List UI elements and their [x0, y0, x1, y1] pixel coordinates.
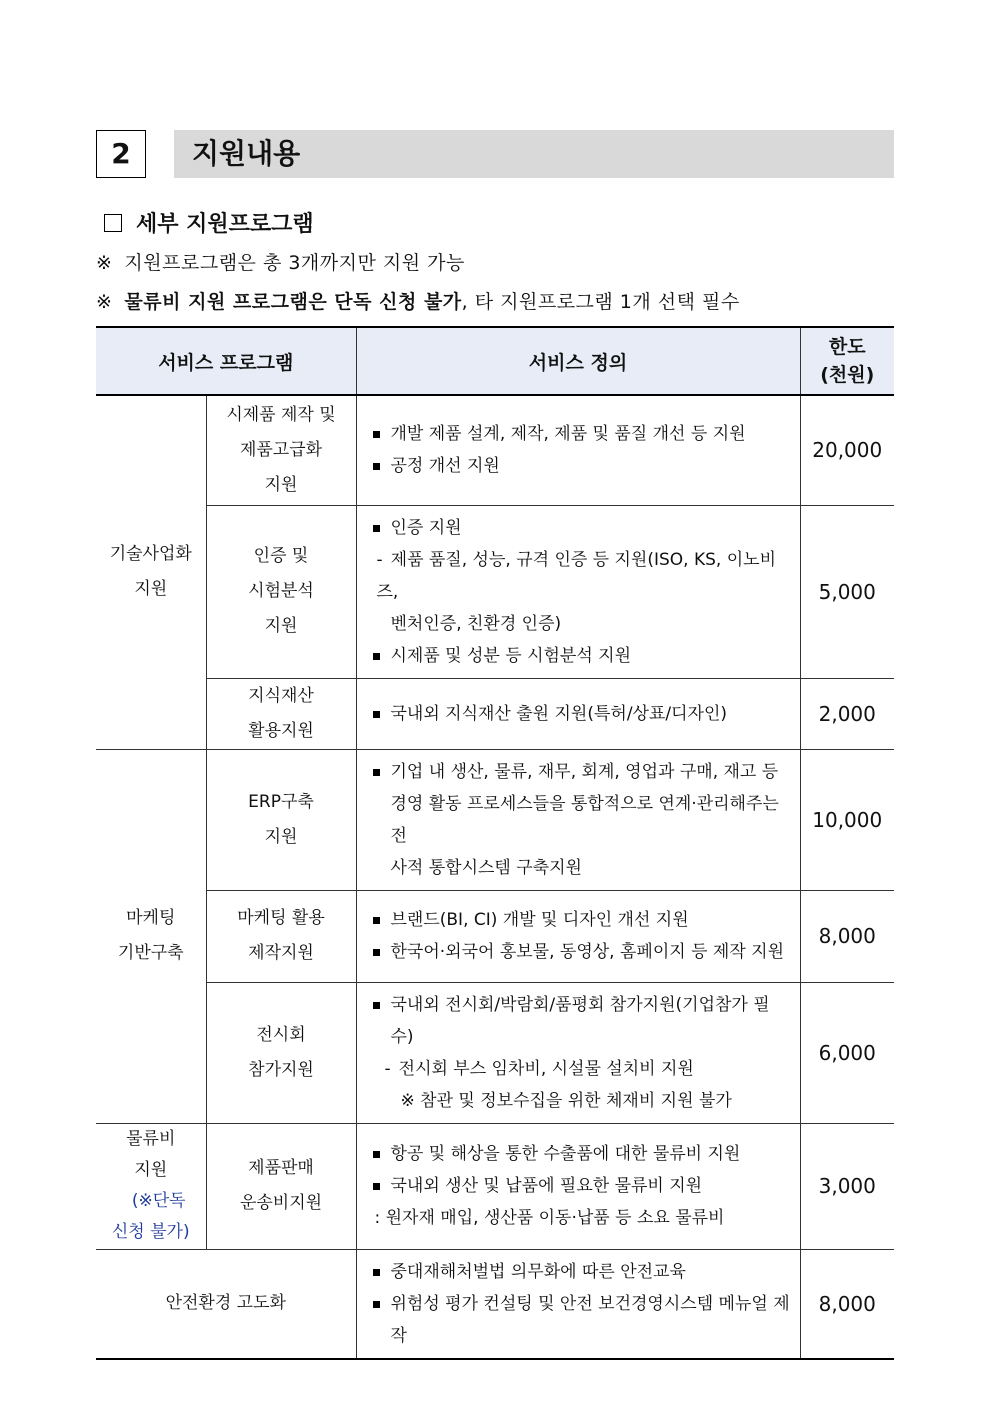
- reference-note: ※ 참관 및 정보수집을 위한 체재비 지원 불가: [400, 1090, 732, 1111]
- note-1-text: 지원프로그램은 총 3개까지만 지원 가능: [124, 252, 465, 274]
- subheading-text: 세부 지원프로그램: [136, 211, 314, 237]
- program-name: [206, 678, 356, 749]
- dash-icon: -: [376, 549, 383, 570]
- table-row: [96, 890, 894, 982]
- note-2-bold: 물류비 지원 프로그램은 단독 신청 불가: [124, 291, 462, 313]
- table-row: [96, 1249, 894, 1359]
- program-definition: [356, 1123, 800, 1249]
- program-text: 제품판매: [248, 1158, 314, 1178]
- bullet-item: 공정 개선 지원: [371, 450, 792, 482]
- limit-amount: 10,000: [800, 749, 894, 890]
- category-text: 지원: [134, 1160, 168, 1180]
- header-limit-line1: 한도: [828, 336, 866, 358]
- limit-amount: 3,000: [800, 1123, 894, 1249]
- program-name: [206, 395, 356, 505]
- program-text: 제작지원: [248, 943, 314, 963]
- program-definition: [356, 890, 800, 982]
- program-text: 시험분석: [248, 581, 314, 601]
- continuation-text: : 원자재 매입, 생산품 이동·납품 등 소요 물류비: [374, 1208, 725, 1228]
- limit-amount: 2,000: [800, 678, 894, 749]
- bullet-item: 국내외 전시회/박람회/품평회 참가지원(기업참가 필수): [371, 989, 792, 1053]
- continuation-text: 사적 통합시스템 구축지원: [390, 857, 582, 878]
- dash-text: 제품 품질, 성능, 규격 인증 등 지원(ISO, KS, 이노비즈,: [376, 549, 776, 602]
- checkbox-icon: [104, 214, 122, 232]
- table-row: [96, 749, 894, 890]
- note-2: [96, 287, 740, 314]
- category-marketing: [96, 749, 206, 1123]
- bullet-item: 한국어·외국어 홍보물, 동영상, 홈페이지 등 제작 지원: [371, 936, 792, 968]
- table-header-row: [96, 327, 894, 395]
- category-logistics: [96, 1123, 206, 1249]
- dash-item: [371, 1053, 792, 1085]
- limit-amount: 20,000: [800, 395, 894, 505]
- program-text: 마케팅 활용: [237, 908, 325, 928]
- program-text: 인증 및: [253, 546, 309, 566]
- category-text: 물류비: [126, 1129, 176, 1149]
- bullet-item: 국내외 지식재산 출원 지원(특허/상표/디자인): [371, 698, 792, 730]
- dash-item: [371, 544, 792, 608]
- category-note: 신청 불가): [111, 1222, 190, 1242]
- program-definition: [356, 749, 800, 890]
- program-name: [206, 749, 356, 890]
- bullet-item: 기업 내 생산, 물류, 재무, 회계, 영업과 구매, 재고 등: [371, 756, 792, 788]
- header-program: 서비스 프로그램: [96, 327, 356, 395]
- header-definition: 서비스 정의: [356, 327, 800, 395]
- category-tech: [96, 395, 206, 749]
- program-definition: [356, 678, 800, 749]
- program-text: 지원: [264, 826, 298, 847]
- section-title-bar: [174, 130, 894, 178]
- limit-amount: 8,000: [800, 1249, 894, 1359]
- subheading: [104, 207, 314, 238]
- section-number: 2: [96, 130, 146, 178]
- program-text: 지원: [264, 616, 298, 636]
- bullet-item: 위험성 평가 컨설팅 및 안전 보건경영시스템 메뉴얼 제작: [371, 1288, 792, 1352]
- bullet-item: 인증 지원: [371, 512, 792, 544]
- bullet-item: 개발 제품 설계, 제작, 제품 및 품질 개선 등 지원: [371, 418, 792, 450]
- program-name: [206, 890, 356, 982]
- continuation-text: 벤처인증, 친환경 인증): [390, 613, 562, 634]
- program-definition: [356, 982, 800, 1123]
- program-definition: [356, 505, 800, 678]
- table-row: [96, 1123, 894, 1249]
- program-definition: [356, 395, 800, 505]
- program-table: [96, 326, 894, 1360]
- program-text: ERP구축: [248, 791, 314, 812]
- program-text: 제품고급화: [239, 439, 323, 460]
- header-limit-line2: (천원): [820, 364, 875, 386]
- bullet-item: 국내외 생산 및 납품에 필요한 물류비 지원: [371, 1170, 792, 1202]
- category-text: 마케팅: [126, 908, 176, 928]
- category-text: 기술사업화: [109, 544, 192, 565]
- note-1: [96, 248, 465, 275]
- dash-icon: -: [384, 1058, 391, 1079]
- program-text: 운송비지원: [239, 1193, 323, 1213]
- program-name: [206, 1123, 356, 1249]
- program-definition: [356, 1249, 800, 1359]
- category-safety: 안전환경 고도화: [96, 1249, 356, 1359]
- limit-amount: 8,000: [800, 890, 894, 982]
- program-text: 시제품 제작 및: [226, 404, 336, 425]
- program-text: 참가지원: [248, 1059, 314, 1080]
- dash-text: 전시회 부스 임차비, 시설물 설치비 지원: [398, 1058, 694, 1079]
- bullet-item: 브랜드(BI, CI) 개발 및 디자인 개선 지원: [371, 904, 792, 936]
- header-limit: [800, 327, 894, 395]
- table-row: [96, 982, 894, 1123]
- section-header: [96, 130, 896, 180]
- section-title: 지원내용: [192, 137, 301, 170]
- category-note: (※단독: [131, 1191, 186, 1211]
- bullet-item: 시제품 및 성분 등 시험분석 지원: [371, 640, 792, 672]
- category-text: 지원: [134, 579, 168, 600]
- program-text: 지원: [264, 474, 298, 495]
- table-row: [96, 678, 894, 749]
- limit-amount: 5,000: [800, 505, 894, 678]
- program-name: [206, 982, 356, 1123]
- bullet-item: 항공 및 해상을 통한 수출품에 대한 물류비 지원: [371, 1138, 792, 1170]
- note-2-rest: , 타 지원프로그램 1개 선택 필수: [461, 291, 740, 313]
- program-text: 활용지원: [248, 720, 314, 741]
- continuation-text: 경영 활동 프로세스들을 통합적으로 연계·관리해주는 전: [390, 793, 779, 846]
- program-text: 전시회: [256, 1024, 306, 1045]
- category-text: 기반구축: [117, 943, 184, 963]
- program-text: 지식재산: [248, 685, 314, 706]
- program-name: [206, 505, 356, 678]
- reference-mark-icon: ※: [96, 291, 113, 313]
- table-row: [96, 395, 894, 505]
- reference-mark-icon: ※: [96, 252, 113, 274]
- limit-amount: 6,000: [800, 982, 894, 1123]
- table-row: [96, 505, 894, 678]
- bullet-item: 중대재해처벌법 의무화에 따른 안전교육: [371, 1256, 792, 1288]
